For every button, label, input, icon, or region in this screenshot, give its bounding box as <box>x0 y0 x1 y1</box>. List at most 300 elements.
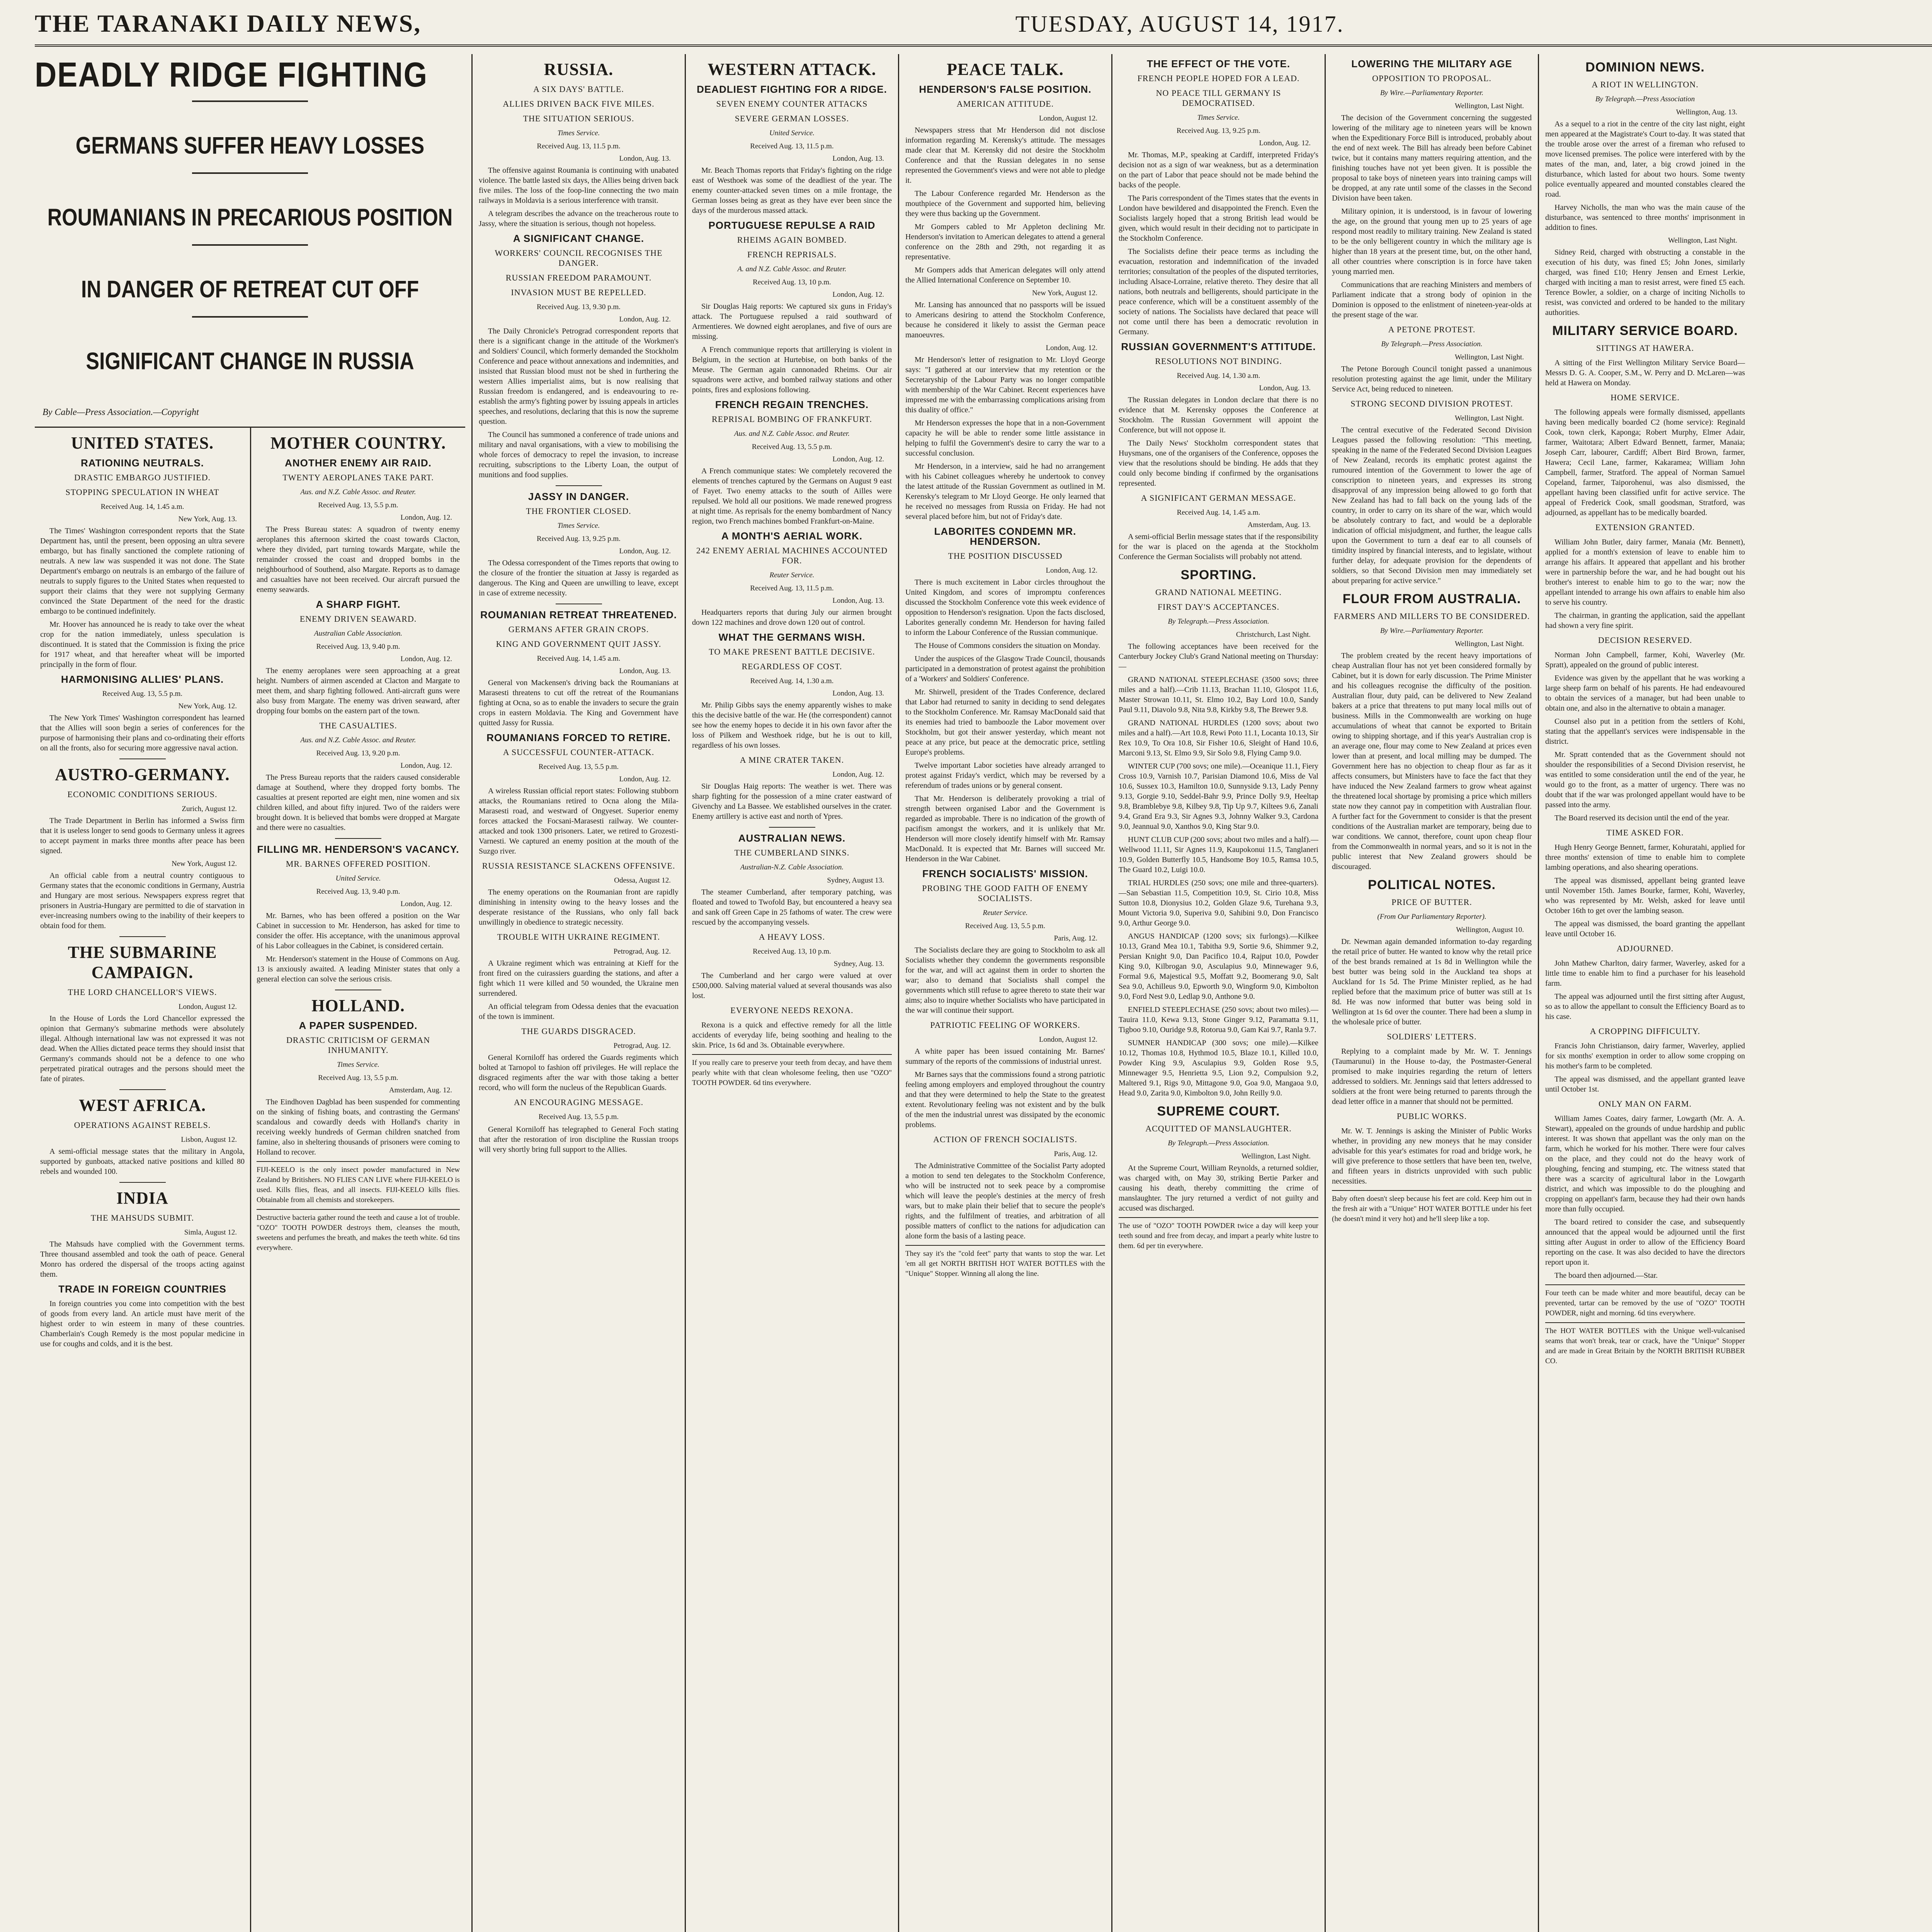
subheading: DRASTIC EMBARGO JUSTIFIED. <box>74 473 211 482</box>
received-line: Received Aug. 13, 9.30 p.m. <box>537 303 621 311</box>
subheading: ENEMY DRIVEN SEAWARD. <box>299 614 417 624</box>
article-paragraph: The chairman, in granting the application, said the appellant had shown a very fine spirit. <box>1545 611 1745 630</box>
article-paragraph: Communications that are reaching Ministers and members of Parliament indicate that a strong body of opinion in the Dominion is opposed to the enlistment of nineteen-year-olds at the present stage of the war. <box>1332 281 1532 319</box>
article-paragraph: The House of Commons considers the situation on Monday. <box>915 641 1100 650</box>
dateline: Christchurch, Last Night. <box>1236 631 1311 639</box>
article-paragraph: The Paris correspondent of the Times states that the events in London have bewildered and disappointed the French. Even the Socialists largely hoped that a strong British lead would be given, which would result in their deciding not to participate in the Stockholm Conference. <box>1119 194 1318 243</box>
article-paragraph: William John Butler, dairy farmer, Manaia (Mr. Bennett), applied for a month's extension of leave to enable him to arrange his affairs. It appeared that appellant and his brother were in partnership before the war, and he had bought out his brother's interest to enable him to go to the war; now the appellant intended to arrange his own affairs to enable him also to serve his country. <box>1545 538 1745 607</box>
article-paragraph: Mr. Beach Thomas reports that Friday's fighting on the ridge east of Westhoek was some of the deadliest of the year. The enemy counter-attacked seven times on a mile frontage, the German losses being as great as they have ever been since the days of the murderous massed attack. <box>692 166 892 215</box>
dateline: London, Aug. 13. <box>619 155 671 163</box>
dominion-column <box>1538 54 1751 1932</box>
ad-text: Baby often doesn't sleep because his feet are cold. Keep him out in the fresh air with a "Unique" HOT WATER BOTTLE under his feet (he doesn't mind it very hot) and he'll sleep like a top. <box>1332 1195 1532 1223</box>
subcolumn-right <box>250 428 465 1932</box>
article-paragraph: HUNT CLUB CUP (200 sovs; about two miles and a half).—Wellwood 11.11, Sir Agnes 11.9, Kaupokonui 11.5, Tanglaneri 10.9, Golden Butterfly 10.5, Handsome Boy 10.5, Ramsa 10.5, The Guard 10.2, Luigi 10.0. <box>1119 835 1318 874</box>
article-paragraph: The decision of the Government concerning the suggested lowering of the military age to nineteen years will be known when the Expeditionary Force Bill is introduced, probably about the end of next week. The Bill has already been before Cabinet twice, but it contains many matters requiring attention, and the finishing touches have not yet been given. It is possible the proposal to take boys of nineteen years into training camps will be dropped, at any rate until some of the classes in the Second Division have been taken. <box>1332 114 1532 202</box>
article-paragraph: ENFIELD STEEPLECHASE (250 sovs; about two miles).—Tauira 11.0, Kewa 9.13, Stone Ginger 9.12, Paramatta 9.11, Tigboo 9.10, Ouridge 9.8, Rotorua 9.0, Gam Kai 9.7, Ranla 9.7. <box>1119 1005 1318 1034</box>
subheading: SEVERE GERMAN LOSSES. <box>735 114 849 123</box>
subheading: A PAPER SUSPENDED. <box>299 1020 418 1031</box>
source-line: By Wire.—Parliamentary Reporter. <box>1380 627 1484 635</box>
advertisement <box>257 1161 460 1205</box>
divider <box>192 100 308 102</box>
section-heading: HOLLAND. <box>311 996 405 1015</box>
subheading: A SIX DAYS' BATTLE. <box>533 84 624 94</box>
article-paragraph: William James Coates, dairy farmer, Lowgarth (Mr. A. A. Stewart), appealed on the grounds of undue hardship and public interest. It was shown that appellant was the only man on the farm, which he worked for his mother. There were four calves on the place, and they could not do the heavy work of ploughing, fencing and stumping, etc. The witness stated that there was a scarcity of agricultural labor in the Lowgarth district, and which was impossible to do the ploughing and cropping on appellant's farm, because they had their own hands more than fully occupied. <box>1545 1114 1745 1213</box>
article-paragraph: Sir Douglas Haig reports: The weather is wet. There was sharp fighting for the possession of a mine crater eastward of Givenchy and La Bassee. We established ourselves in the crater. Enemy artillery is active east and north of Ypres. <box>692 782 892 821</box>
dateline: London, Aug. 12. <box>619 547 671 555</box>
dateline: London, Aug. 12. <box>400 655 452 663</box>
dateline: Wellington, Last Night. <box>1455 353 1524 361</box>
subheading: A SUCCESSFUL COUNTER-ATTACK. <box>503 747 655 757</box>
article-paragraph: The Board reserved its decision until the end of the year. <box>1554 814 1730 822</box>
divider <box>119 1182 166 1183</box>
subheading: TWENTY AEROPLANES TAKE PART. <box>282 473 434 482</box>
subheading: ALLIES DRIVEN BACK FIVE MILES. <box>503 99 655 109</box>
dateline: New York, Aug. 13. <box>178 515 237 523</box>
advertisement <box>1119 1217 1318 1251</box>
dateline: London, Aug. 12. <box>1046 566 1097 575</box>
received-line: Received Aug. 13, 5.5 p.m. <box>318 501 398 509</box>
article-paragraph: The appeal was dismissed, the board granting the appellant leave until October 16. <box>1545 920 1745 938</box>
article-paragraph: The following appeals were formally dismissed, appellants having been medically boarded C2 (home service): Reginald Cook, town clerk, Kaponga; Robert Murphy, Elmer Adair, farmer, Waitotara; Albert Edward Bennett, farmer, Manaia; Joseph Carr, labourer, Cardiff; Albert Bird Brown, farmer, Hawera; Cecil Lane, farmer, Kakaramea; William John Campbell, farmer, Stratford. The appeal of Norman Samuel Copeland, farmer, Taiporohenui, was also dismissed, the appellant having been classified unfit for active service. The appeal of Frederick Cook, small goodsman, Stratford, was adjourned, as appellant has to be medically boarded. <box>1545 408 1745 517</box>
received-line: Received Aug. 13, 9.40 p.m. <box>316 888 400 896</box>
article-paragraph: Mr. Thomas, M.P., speaking at Cardiff, interpreted Friday's decision not as a sign of war weakness, but as a determination on the part of Labor that peace should not be made behind the backs of the people. <box>1119 151 1318 189</box>
lead-subcolumns <box>35 427 465 1932</box>
received-line: Received Aug. 13, 10 p.m. <box>753 278 831 286</box>
advertisement <box>905 1245 1105 1279</box>
article-paragraph: The following acceptances have been received for the Canterbury Jockey Club's Grand National meeting on Thursday:— <box>1119 642 1318 671</box>
subheading: A SIGNIFICANT CHANGE. <box>513 233 645 244</box>
advertisement <box>1545 1322 1745 1366</box>
subheading: AN ENCOURAGING MESSAGE. <box>514 1097 644 1107</box>
ad-text: Destructive bacteria gather round the teeth and cause a lot of trouble. "OZO" TOOTH POWDER destroys them, cleanses the mouth, sweetens and perfumes the breath, and makes the teeth white. 6d tins everywhere. <box>257 1214 460 1252</box>
source-line: Aus. and N.Z. Cable Assoc. and Reuter. <box>300 488 416 496</box>
subheading: THE EFFECT OF THE VOTE. <box>1146 58 1291 70</box>
article-paragraph: The Cumberland and her cargo were valued at over £500,000. Salving material valued at several thousands was also lost. <box>692 971 892 1000</box>
article-paragraph: The Trade Department in Berlin has informed a Swiss firm that it is useless longer to send goods to Germany unless it agrees to accept payment in marks three months after peace has been signed. <box>40 816 245 855</box>
subheading: A HEAVY LOSS. <box>759 932 825 942</box>
subheading: EXTENSION GRANTED. <box>1595 522 1695 532</box>
article-paragraph: The Press Bureau reports that the raiders caused considerable damage at Southend, where they dropped forty bombs. The casualties at present reported are eight men, nine women and six children killed, and about fifty injured. Two of the raiders were brought down. It is believed that bombs were dropped at Margate and there were no casualties. <box>257 773 460 832</box>
subheading: RUSSIA RESISTANCE SLACKENS OFFENSIVE. <box>482 861 675 871</box>
received-line: Received Aug. 13, 5.5 p.m. <box>965 922 1046 930</box>
subheading: KING AND GOVERNMENT QUIT JASSY. <box>496 639 662 649</box>
dateline: Amsterdam, Aug. 13. <box>1247 521 1311 529</box>
article-paragraph: General Korniloff has telegraphed to General Foch stating that after the restoration of iron discipline the Russian troops will very shortly bring full support to the Allies. <box>479 1125 679 1154</box>
article-paragraph: There is much excitement in Labor circles throughout the United Kingdom, and scores of impromptu conferences discussed the Stockholm Conference vote this week evidence of opposition to Henderson's resignation. Upon the facts disclosed, Laborites generally condemn Mr. Henderson for having failed to inform the Labour Conference of the Russian communique. <box>905 578 1105 637</box>
dateline: Wellington, Last Night. <box>1668 236 1737 245</box>
subheading: DRASTIC CRITICISM OF GERMAN INHUMANITY. <box>286 1035 430 1055</box>
article-paragraph: Mr. W. T. Jennings is asking the Minister of Public Works whether, in providing any new moneys that he may consider advisable for this year's estimates for road and bridge work, he will give preference to those settlers that have been ten, twelve, and fifteen years in districts unprovided with such public necessities. <box>1332 1127 1532 1185</box>
subheading: A RIOT IN WELLINGTON. <box>1592 80 1699 89</box>
received-line: Received Aug. 13, 9.40 p.m. <box>316 643 400 651</box>
article-paragraph: Mr Barnes says that the commissions found a strong patriotic feeling among employers and employed throughout the country and that they were determined to help the State to the greatest extent. Revolutionary feeling was not existent and by the bulk of the men the industrial unrest was dissipated by the economic problems. <box>905 1070 1105 1129</box>
article-paragraph: Norman John Campbell, farmer, Kohi, Waverley (Mr. Spratt), appealed on the ground of public interest. <box>1545 651 1745 669</box>
section-heading: AUSTRO-GERMANY. <box>55 765 230 784</box>
source-line: United Service. <box>335 874 381 883</box>
columns <box>35 54 1932 1932</box>
subheading: THE CASUALTIES. <box>319 721 397 730</box>
divider <box>556 485 602 486</box>
source-line: Aus. and N.Z. Cable Assoc. and Reuter. <box>734 430 850 438</box>
subheading: FIRST DAY'S ACCEPTANCES. <box>1157 602 1280 612</box>
article-paragraph: Evidence was given by the appellant that he was working a large sheep farm on behalf of his parents. He had endeavoured to obtain the services of a manager, but had been unable to obtain one, and also in the alternative to obtain a manager. <box>1545 674 1745 713</box>
lead-headline: DEADLY RIDGE FIGHTING <box>35 55 428 94</box>
subheading: JASSY IN DANGER. <box>528 491 629 502</box>
source-line: Australian-N.Z. Cable Association. <box>740 863 844 871</box>
subheading: ANOTHER ENEMY AIR RAID. <box>285 457 432 469</box>
article-paragraph: Mr Gompers cabled to Mr Appleton declining Mr. Henderson's invitation to American delegates to attend a general conference on the 28th and 29th, not regarding it as representative. <box>905 223 1105 261</box>
subheading: HOME SERVICE. <box>1611 393 1680 402</box>
received-line: Received Aug. 13, 9.20 p.m. <box>316 749 400 757</box>
subheading: RUSSIAN GOVERNMENT'S ATTITUDE. <box>1121 341 1316 352</box>
subheading: DECISION RESERVED. <box>1598 635 1692 645</box>
dateline: Paris, Aug. 12. <box>1054 1150 1097 1158</box>
subheading: AMERICAN ATTITUDE. <box>956 99 1054 109</box>
article-paragraph: The central executive of the Federated Second Division Leagues passed the following resolution: "This meeting, speaking in the name of the Federated Second Division Leagues of New Zealand, records its emphatic protest against the rumoured intention of the Government to lower the age of conscription to nineteen years, and expresses its strong disapproval of any impression being allowed to go forth that New Zealand has had to fall back on the young lads of the country, in order to carry on its share of the war, which would be absolutely contrary to fact, and would be a deplorable indication of official misjudgment, and further, the league calls upon the Government to turn a deaf ear to all counsels of timidity inspired by financial interests, and to legislate, without further delay, for adequate provision for the dependents of soldiers, so that Second Division men may immediately set about preparing for active service." <box>1332 426 1532 585</box>
received-line: Received Aug. 13, 9.25 p.m. <box>1177 127 1260 135</box>
subheading: A CROPPING DIFFICULTY. <box>1590 1026 1701 1036</box>
article-paragraph: ANGUS HANDICAP (1200 sovs; six furlongs).—Kilkee 10.13, Grand Mea 10.1, Tabitha 9.9, Sortie 9.6, Shimmer 9.2, Persian Knight 9.0, Dan Pacifico 10.4, Rajput 10.0, Powder King 9.0, Kilbrogan 9.0, Asculapius 9.0, Minnewager 9.6, Formal 9.6, Majestical 9.5, Moffatt 9.2, Boomerang 9.0, Salt Sea 9.0, Achilleus 9.0, Epworth 9.0, Wingform 9.0, Kimbolton 9.0, Ford Nest 9.0, Ledlap 9.0, Anthone 9.0. <box>1119 932 1318 1001</box>
ad-text: They say it's the "cold feet" party that wants to stop the war. Let 'em all get NORTH BRITISH HOT WATER BOTTLES with the "Unique" Stopper. Winning all along the line. <box>905 1250 1105 1278</box>
dateline: London, Aug. 13. <box>1259 384 1311 392</box>
dateline: London, Aug. 12. <box>832 455 884 463</box>
dateline: Petrograd, Aug. 12. <box>613 947 671 956</box>
subheading: A MONTH'S AERIAL WORK. <box>721 530 863 542</box>
article-paragraph: John Mathew Charlton, dairy farmer, Waverley, asked for a little time to enable him to find a purchaser for his leasehold farm. <box>1545 959 1745 988</box>
dateline: Sydney, Aug. 13. <box>833 960 884 968</box>
article-paragraph: That Mr. Henderson is deliberately provoking a trial of strength between organised Labor and the Government is regarded as improbable. There is no indication of the growth of pacifism amongst the workers, and it is unlikely that Mr. Henderson will more closely identify himself with Mr. Ramsay MacDonald. It is expected that Mr. Barnes will succeed Mr. Henderson in the War Cabinet. <box>905 794 1105 863</box>
section-heading: DOMINION NEWS. <box>1585 60 1705 75</box>
article-paragraph: Hugh Henry George Bennett, farmer, Kohuratahi, applied for three months' extension of time to enable him to complete lambing operations, and also shearing operations. <box>1545 843 1745 872</box>
article-paragraph: As a sequel to a riot in the centre of the city last night, eight men appeared at the Magistrate's Court to-day. It was stated that the trouble arose over the arrest of a fireman who refused to move licensed premises. The police were interfered with by the mates of the man, and, later, a big crowd joined in the disturbance, which lasted for about two hours. Some twenty police eventually appeared and mounted constables cleared the road. <box>1545 120 1745 199</box>
article-paragraph: Mr. Lansing has announced that no passports will be issued to Americans desiring to attend the Stockholm Conference, because he considered it likely to assist the German peace manoeuvres. <box>905 301 1105 339</box>
article-paragraph: Rexona is a quick and effective remedy for all the little accidents of everyday life, being soothing and healing to the skin. Price, 1s 6d and 3s. Obtainable everywhere. <box>692 1021 892 1049</box>
article-paragraph: The Press Bureau states: A squadron of twenty enemy aeroplanes this afternoon skirted the coast towards Clacton, where they divided, part turning towards Margate, while the remainder crossed the coast and dropped bombs in the neighbourhood of Southend, also Margate. Reports as to damage and casualties have not been received. Our aircraft pursued the enemy seawards. <box>257 525 460 594</box>
dateline: Wellington, Last Night. <box>1455 414 1524 422</box>
subheading: THE LORD CHANCELLOR'S VIEWS. <box>68 987 217 997</box>
article-paragraph: GRAND NATIONAL HURDLES (1200 sovs; about two miles and a half).—Art 10.8, Rewi Poto 11.1, Locanta 10.13, Sir Rex 10.9, To Ora 10.8, Sir Fisher 10.6, Sleight of Hand 10.6, Marconi 9.13, St. Elmo 9.9, Sir Solo 9.8, Flying Camp 9.0. <box>1119 719 1318 757</box>
source-line: Times Service. <box>337 1061 379 1069</box>
dateline: London, Aug. 12. <box>400 514 452 522</box>
subheading: HARMONISING ALLIES' PLANS. <box>61 673 224 685</box>
received-line: Received Aug. 14, 1.45 a.m. <box>1177 509 1260 517</box>
received-line: Received Aug. 13, 9.25 p.m. <box>537 535 621 543</box>
article-paragraph: A semi-official message states that the military in Angola, supported by gunboats, attacked native positions and killed 80 rebels and wounded 100. <box>40 1147 245 1176</box>
article-paragraph: Headquarters reports that during July our airmen brought down 122 machines and drove down 120 out of control. <box>692 608 892 627</box>
subheading: STOPPING SPECULATION IN WHEAT <box>65 487 219 497</box>
received-line: Received Aug. 13, 5.5 p.m. <box>102 690 183 698</box>
article-paragraph: Mr Gompers adds that American delegates will only attend the Allied International Conference on September 10. <box>905 266 1105 284</box>
subheading: INVASION MUST BE REPELLED. <box>511 287 646 297</box>
divider <box>119 936 166 937</box>
subheading: ROUMANIAN RETREAT THREATENED. <box>480 609 677 621</box>
dateline: Wellington, Last Night. <box>1242 1152 1311 1160</box>
article-paragraph: A Ukraine regiment which was entraining at Kieff for the front fired on the cuirassiers guarding the stations, and after a fight which 11 were killed and 50 wounded, the Ukraine men surrendered. <box>479 959 679 998</box>
section-heading: MILITARY SERVICE BOARD. <box>1552 323 1738 338</box>
subheading: STRONG SECOND DIVISION PROTEST. <box>1350 399 1513 408</box>
dateline: Wellington, August 10. <box>1456 926 1524 934</box>
article-paragraph: A sitting of the First Wellington Military Service Board—Messrs D. G. A. Cooper, S.M., W. Perry and D. McLaren—was held at Hawera on Monday. <box>1545 359 1745 387</box>
subheading: ACTION OF FRENCH SOCIALISTS. <box>933 1134 1077 1144</box>
source-line: Reuter Service. <box>769 571 815 579</box>
subheading: ROUMANIANS FORCED TO RETIRE. <box>486 732 671 743</box>
section-heading: WESTERN ATTACK. <box>707 60 876 79</box>
subheading: THE CUMBERLAND SINKS. <box>734 848 850 857</box>
received-line: Received Aug. 14, 1.30 a.m. <box>1177 372 1260 380</box>
subheading: A MINE CRATER TAKEN. <box>740 755 844 765</box>
article-paragraph: The board then adjourned.—Star. <box>1554 1271 1658 1280</box>
article-paragraph: The board retired to consider the case, and subsequently announced that the appeal would be adjourned until the first sitting after August in order to allow of the Efficiency Board reporting on the case. It was also decided to have the directors report upon it. <box>1545 1218 1745 1267</box>
advertisement <box>1545 1284 1745 1318</box>
masthead-date: TUESDAY, AUGUST 14, 1917. <box>1015 11 1344 37</box>
received-line: Received Aug. 13, 11.5 p.m. <box>750 584 834 592</box>
ad-text: Four teeth can be made whiter and more beautiful, decay can be prevented, tartar can be removed by the use of "OZO" TOOTH POWDER, night and morning. 6d tins everywhere. <box>1545 1289 1745 1317</box>
article-paragraph: The Russian delegates in London declare that there is no evidence that M. Kerensky opposes the Conference at Stockholm. The Russian Government will appoint the Conference, but will not oppose it. <box>1119 396 1318 434</box>
subheading: PUBLIC WORKS. <box>1396 1111 1467 1121</box>
article-paragraph: Mr. Hoover has announced he is ready to take over the wheat crop for the nation immediately, unless speculation is discontinued. It is stated that the Commission is fixing the price for 1917 wheat, and that hereafter wheat will be imported principally in the form of flour. <box>40 620 245 669</box>
subheading: FRENCH PEOPLE HOPED FOR A LEAD. <box>1137 73 1300 83</box>
source-line: Australian Cable Association. <box>314 629 403 638</box>
received-line: Received Aug. 13, 5.5 p.m. <box>538 763 619 771</box>
divider <box>119 1089 166 1090</box>
section-heading: SPORTING. <box>1180 568 1257 582</box>
section-heading: SUPREME COURT. <box>1157 1104 1280 1119</box>
section-heading: UNITED STATES. <box>71 434 214 452</box>
divider <box>192 316 308 318</box>
article-paragraph: An official telegram from Odessa denies that the evacuation of the town is imminent. <box>479 1002 679 1021</box>
dateline: London, August 12. <box>179 1003 237 1011</box>
lead-column <box>35 54 471 1932</box>
article-paragraph: The Labour Conference regarded Mr. Henderson as the mouthpiece of the Government and supported him, believing they were thus backing up the Government. <box>905 189 1105 218</box>
peace-column <box>898 54 1111 1932</box>
ad-text: The HOT WATER BOTTLES with the Unique well-vulcanised seams that won't break, tear or crack, have the "Unique" Stopper and are made in Great Britain by the NORTH BRITISH RUBBER CO. <box>1545 1327 1745 1365</box>
dateline: Simla, August 12. <box>184 1228 237 1236</box>
ad-text: If you really care to preserve your teeth from decay, and have them pearly white with that clean wholesome feeling, then use "OZO" TOOTH POWDER. 6d tins everywhere. <box>692 1059 892 1087</box>
article-paragraph: At the Supreme Court, William Reynolds, a returned soldier, was charged with, on May 30, striking Bertie Parker and causing his death, thereby committing the crime of manslaughter. The jury returned a verdict of not guilty and accused was discharged. <box>1119 1164 1318 1213</box>
article-paragraph: Replying to a complaint made by Mr. W. T. Jennings (Taumarunui) in the House to-day, the Postmaster-General promised to make inquiries regarding the return of letters addressed to soldiers. Mr. Jennings said that letters addressed to soldiers at the front were being returned to parents through the dead letter office in a manner that should not be permitted. <box>1332 1047 1532 1106</box>
article-paragraph: Mr. Spratt contended that as the Government should not shoulder the responsibilities of a Second Division reservist, he was entitled to some consideration until the end of the year, he would go to the front, as a matter of urgency. There was no doubt that if the war was prolonged appellant would have to be passed into the army. <box>1545 750 1745 809</box>
subheading: PORTUGUESE REPULSE A RAID <box>708 219 876 231</box>
source-line: Times Service. <box>557 522 600 530</box>
subheading: EVERYONE NEEDS REXONA. <box>730 1005 854 1015</box>
subheading: THE FRONTIER CLOSED. <box>526 506 631 516</box>
article-paragraph: The Times' Washington correspondent reports that the State Department has, until the present, been opposing an ultra severe embargo, but has finally sanctioned the complete rationing of neutrals. A new law was suspended it was not done. The State Department's embargo on neutrals is an embargo of the failure of neutrals to supply figures to the United States when requested to support their claims that they were not supplying Germany convinced the State Department of the need for the drastic embargo to be continued indefinitely. <box>40 527 245 616</box>
divider <box>192 244 308 246</box>
advertisement <box>1332 1190 1532 1224</box>
lead-story <box>35 54 465 421</box>
article-paragraph: Mr Henderson, in a interview, said he had no arrangement with his Cabinet colleagues whereby he undertook to convey the latest attitude of the Russian Government as outlined in M. Kerensky's telegram to Mr Lloyd George. He only learned that he received no messages from Russia on Friday. He had not several placed before him, but not of Friday's date. <box>905 462 1105 521</box>
dateline: Petrograd, Aug. 12. <box>613 1042 671 1050</box>
byline: By Cable—Press Association.—Copyright <box>43 407 199 417</box>
dateline: New York, Aug. 12. <box>178 702 237 710</box>
article-paragraph: Mr. Shirwell, president of the Trades Conference, declared that Labor had returned to sanity in deciding to send delegates to the Stockholm Conference. Mr. Ramsay MacDonald said that its enemies had tried to bamboozle the Labor movement over Stockholm, but got their answer yesterday, which meant not peace at any price, but peace at the democratic price, settling Europe's problems. <box>905 688 1105 757</box>
subheading: LOWERING THE MILITARY AGE <box>1351 58 1512 70</box>
subheading: SITTINGS AT HAWERA. <box>1596 343 1694 353</box>
vote-column <box>1111 54 1325 1932</box>
article-paragraph: A French communique reports that artillerying is violent in Belgium, in the section at Hurtebise, on both banks of the Meuse. The German again cannonaded Rheims. Our air squadrons were active, and bombed railway stations and other points, fires and explosions following. <box>692 345 892 394</box>
article-paragraph: Under the auspices of the Glasgow Trade Council, thousands participated in a demonstration of protest against the prohibition of a 'Workers' and Soldiers' Conference. <box>905 655 1105 683</box>
lead-deck: SIGNIFICANT CHANGE IN RUSSIA <box>86 348 414 375</box>
received-line: Received Aug. 13, 11.5 p.m. <box>537 142 621 150</box>
subheading: FRENCH REPRISALS. <box>747 250 837 259</box>
divider <box>335 838 381 839</box>
masthead <box>35 8 1932 47</box>
dateline: Paris, Aug. 12. <box>1054 934 1097 942</box>
source-line: By Telegraph.—Press Association. <box>1168 617 1269 626</box>
source-line: Aus. and N.Z. Cable Assoc. and Reuter. <box>300 736 416 744</box>
article-paragraph: Newspapers stress that Mr Henderson did not disclose information regarding M. Kerensky's attitude. The messages made clear that M. Kerensky did not desire the Stockholm Conference and that the Russian delegates in no sense represented the Government's views and were not able to pledge it. <box>905 126 1105 185</box>
subcolumn-left <box>35 428 250 1932</box>
dateline: London, Aug. 12. <box>1046 344 1097 352</box>
dateline: London, August 12. <box>1039 1036 1097 1044</box>
source-line: United Service. <box>769 129 815 137</box>
article-paragraph: The Odessa correspondent of the Times reports that owing to the closure of the frontier the situation at Jassy is regarded as dangerous. The King and Queen are unwilling to leave, except in case of extreme necessity. <box>479 559 679 597</box>
article-paragraph: Harvey Nicholls, the man who was the main cause of the disturbance, was sentenced to three months' imprisonment in addition to fines. <box>1545 203 1745 232</box>
source-line: By Telegraph.—Press Association. <box>1381 340 1483 348</box>
military-age-column <box>1325 54 1538 1932</box>
article-paragraph: Sidney Reid, charged with obstructing a constable in the execution of his duty, was fined £5; John Jones, similarly charged, was fined £10; Henry Jensen and Ernest Lerkie, charged with inciting a man to resist arrest, were fined £5 each. Terence Bowler, a soldier, on a charge of inciting Nicholls to resist, was convicted and ordered to be handed to the military authorities. <box>1545 248 1745 317</box>
subheading: HENDERSON'S FALSE POSITION. <box>919 83 1092 95</box>
advertisement <box>692 1054 892 1088</box>
lead-deck: GERMANS SUFFER HEAVY LOSSES <box>75 132 425 159</box>
article-paragraph: The steamer Cumberland, after temporary patching, was floated and towed to Twofold Bay, but encountered a heavy sea and sank off Green Cape in 25 fathoms of water. The crew were rescued by the accompanying vessels. <box>692 888 892 927</box>
subheading: LABORITES CONDEMN MR. HENDERSON. <box>934 526 1077 547</box>
dateline: London, Aug. 13. <box>832 155 884 163</box>
article-paragraph: The Mahsuds have complied with the Government terms. Three thousand assembled and took the oath of peace. General Monro has ordered the dispersal of the troops acting against them. <box>40 1240 245 1279</box>
dateline: London, Aug. 12. <box>400 762 452 770</box>
subheading: SEVEN ENEMY COUNTER ATTACKS <box>716 99 868 109</box>
article-paragraph: The enemy aeroplanes were seen approaching at a great height. Numbers of airmen ascended at Clacton and Margate to meet them, and sharp fighting followed. Anti-aircraft guns were also busy from Margate. The enemy was driven seaward, after dropping four bombs on the eastern part of the town. <box>257 667 460 715</box>
subheading: RUSSIAN FREEDOM PARAMOUNT. <box>505 273 652 282</box>
article-paragraph: A wireless Russian official report states: Following stubborn attacks, the Roumanians retired to Ocna along the Mila-Marasesti road, and westward of Ongyeset. Superior enemy forces attacked the Focsani-Marasesti railway. We counter-attacked and took 1300 prisoners. Later, we retired to Grozesti-Varnesti. We captured an enemy position at the mouth of the Suzgo river. <box>479 787 679 855</box>
dateline: Odessa, August 12. <box>614 876 671 884</box>
dateline: London, Aug. 12. <box>832 770 884 779</box>
subheading: REGARDLESS OF COST. <box>742 662 842 671</box>
section-heading: FLOUR FROM AUSTRALIA. <box>1342 592 1521 606</box>
received-line: Received Aug. 13, 11.5 p.m. <box>750 142 834 150</box>
advertisement <box>257 1209 460 1253</box>
subheading: REPRISAL BOMBING OF FRANKFURT. <box>712 414 872 424</box>
article-paragraph: The appeal was dismissed, appellant being granted leave until November 15th. James Bourke, farmer, Kohi, Waverley, who was represented by Mr. Welsh, asked for leave until October 16th to get over the lambing season. <box>1545 876 1745 915</box>
subheading: FARMERS AND MILLERS TO BE CONSIDERED. <box>1333 611 1530 621</box>
article-paragraph: Mr. Philip Gibbs says the enemy apparently wishes to make this the decisive battle of the war. He (the correspondent) cannot see how the enemy hopes to decide it in his own favor after the loss of Pilkem and Westhoek ridge, but he is out to kill, regardless of his own losses. <box>692 701 892 750</box>
section-heading: WEST AFRICA. <box>78 1096 206 1115</box>
article-paragraph: A French communique states: We completely recovered the elements of trenches captured by the Germans on August 9 east of Fayet. Two enemy attacks to the south of Ailles were repulsed. We hold all our positions. We made renewed progress at night time. As reprisals for the enemy bombardment of Nancy region, two French machines bombed Frankfurt-on-Maine. <box>692 467 892 526</box>
dateline: Wellington, Last Night. <box>1455 102 1524 110</box>
article-paragraph: Mr. Barnes, who has been offered a position on the War Cabinet in succession to Mr. Henderson, has asked for time to consider the offer. His acceptance, with the unanimous approval of his Labor colleagues in the Cabinet, is considered certain. <box>257 912 460 950</box>
article-paragraph: Twelve important Labor societies have already arranged to protest against Friday's verdict, which may be reversed by a referendum of trades unions or by general consent. <box>905 761 1105 790</box>
article-paragraph: GRAND NATIONAL STEEPLECHASE (3500 sovs; three miles and a half).—Crib 11.13, Brachan 11.10, Glospot 11.6, Master Strowan 10.11, St. Elmo 10.2, Bay Lord 10.0, Sandy Paul 9.11, Diavolo 9.8, Nita 9.8, Kirkby 9.8, The Brewer 9.8. <box>1119 675 1318 714</box>
dateline: London, Aug. 13. <box>619 667 671 675</box>
article-paragraph: Mr Henderson's letter of resignation to Mr. Lloyd George says: "I gathered at our interview that my retention or the Secretaryship of the Labour Party was no longer compatible with membership of the War Cabinet. Recent experiences have impressed me with the embarrassing complications arising from this duality of office." <box>905 355 1105 414</box>
lead-deck: IN DANGER OF RETREAT CUT OFF <box>81 276 419 303</box>
article-paragraph: A semi-official Berlin message states that if the responsibility for the war is placed on the agenda at the Stockholm Conference the German Socialists will probably not attend. <box>1119 532 1318 561</box>
source-line: (From Our Parliamentary Reporter). <box>1377 913 1486 921</box>
lead-deck: ROUMANIANS IN PRECARIOUS POSITION <box>47 204 453 231</box>
subheading: THE MAHSUDS SUBMIT. <box>90 1213 194 1223</box>
received-line: Received Aug. 14, 1.45 a.m. <box>537 655 621 663</box>
ad-text: The use of "OZO" TOOTH POWDER twice a day will keep your teeth sound and free from decay, and impart a pearly white lustre to them. 6d per tin everywhere. <box>1119 1222 1318 1250</box>
article-paragraph: A white paper has been issued containing Mr. Barnes' summary of the reports of the commissions of industrial unrest. <box>905 1047 1105 1066</box>
article-paragraph: The New York Times' Washington correspondent has learned that the Allies will soon begin a series of conferences for the purpose of harmonising their plans and co-ordinating their efforts on all the fronts, also for securing more aggressive naval action. <box>40 714 245 752</box>
dateline: London, Aug. 12. <box>832 291 884 299</box>
subheading: WORKERS' COUNCIL RECOGNISES THE DANGER. <box>495 248 663 268</box>
article-paragraph: The Petone Borough Council tonight passed a unanimous resolution protesting against the age limit, under the Military Service Act, being reduced to nineteen. <box>1332 365 1532 393</box>
article-paragraph: Mr Henderson expresses the hope that in a non-Government capacity he will be able to render some little assistance in helping to fulfil the Government's desire to carry the war to a successful conclusion. <box>905 419 1105 457</box>
article-paragraph: The Administrative Committee of the Socialist Party adopted a motion to send ten delegates to the Stockholm Conference, who will be instructed not to seek peace by a compromise which will leave the people's destinies at the mercy of fresh wars, but to make plain their belief that to secure the people's rights, and the fulfilment of treaties, and arbitration of all possible matters of conflict to the nations for adjudication can alone form the basis of a lasting peace. <box>905 1162 1105 1240</box>
received-line: Received Aug. 14, 1.30 a.m. <box>750 677 834 685</box>
dateline: Wellington, Last Night. <box>1455 640 1524 648</box>
subheading: GERMANS AFTER GRAIN CROPS. <box>508 624 649 634</box>
article-paragraph: In foreign countries you come into competition with the best of goods from every land. An article must have merit of the highest order to win esteem in many of these countries. Chamberlain's Cough Remedy is the most popular medicine in use for coughs and colds, and it is the best. <box>40 1299 245 1348</box>
article-paragraph: The problem created by the recent heavy importations of cheap Australian flour has not yet been considered formally by Cabinet, but it is down for early discussion. The Prime Minister and his colleagues recognise the difficulty of the position. Australian flour, duty paid, can be delivered to New Zealand bakers at a price that threatens to put many local mills out of business. Mills in the Commonwealth are working on huge accumulations of wheat that cannot be exported to Britain owing to shipping shortage, and if this year's Australian crop is an average one, flour may come to New Zealand at prices even lower than at present, and local milling may be dumped. The Government here has no objection to cheap flour as far as it affects consumers, but Ministers have to face the fact that they have induced the New Zealand farmers to grow wheat against the threatened local shortage by promising a price which millers state now they cannot pay in competition with Australian flour. A further fact for the Government to consider is that the present conditions of the Australian market are temporary, being due to war conditions. We cannot, therefore, count upon cheap flour from the Commonwealth in normal years, and so it is not in the public interest that New Zealand growers should be discouraged. <box>1332 651 1532 871</box>
subheading: RESOLUTIONS NOT BINDING. <box>1155 356 1282 366</box>
subheading: WHAT THE GERMANS WISH. <box>718 631 866 643</box>
subheading: PATRIOTIC FEELING OF WORKERS. <box>930 1020 1080 1030</box>
dateline: Lisbon, August 12. <box>181 1136 237 1144</box>
subheading: THE POSITION DISCUSSED <box>948 551 1063 561</box>
article-paragraph: The appeal was dismissed, and the appellant granted leave until October 1st. <box>1545 1075 1745 1094</box>
subheading: FRENCH SOCIALISTS' MISSION. <box>922 868 1088 879</box>
dateline: London, Aug. 12. <box>619 775 671 783</box>
dateline: London, August 12. <box>1039 114 1097 122</box>
section-heading: RUSSIA. <box>544 60 614 79</box>
article-paragraph: The Council has summoned a conference of trade unions and military and naval organisations, with a view to mobilising the whole forces of democracy to repel the invasion, to increase recruiting, subscriptions to the Liberty Loan, the output of munitions and food supplies. <box>479 430 679 479</box>
subheading: 242 ENEMY AERIAL MACHINES ACCOUNTED FOR. <box>696 546 888 565</box>
article-paragraph: Dr. Newman again demanded information to-day regarding the retail price of butter. He wanted to know why the retail price of the best brands remained at 1s 8d in Wellington while the best butter was being sold in the Auckland tea shops at Auckland for 1s 5d. The Prime Minister replied, as he had replied before that the maximum price of butter was still at 1s 8d. He was now informed that butter was being sold in Wellington at 1s 6d over the counter. There had been a slump in the wholesale price of butter. <box>1332 937 1532 1026</box>
source-line: By Wire.—Parliamentary Reporter. <box>1380 89 1484 97</box>
dateline: London, Aug. 12. <box>619 315 671 323</box>
article-paragraph: An official cable from a neutral country contiguous to Germany states that the economic conditions in Germany, Austria and Hungary are most serious. Newspapers express regret that prisoners in Austria-Hungary are permitted to die of starvation in ever-increasing numbers owing to the inability of their keepers to obtain food for them. <box>40 871 245 930</box>
section-heading: PEACE TALK. <box>947 60 1064 79</box>
article-paragraph: General von Mackensen's driving back the Roumanians at Marasesti threatens to cut off the retreat of the Roumanians fighting at Ocna, so as to enable the invaders to secure the grain crops in eastern Moldavia. The King and Government have quitted Jassy for Russia. <box>479 679 679 727</box>
dateline: Amsterdam, Aug. 12. <box>389 1086 452 1094</box>
article-paragraph: The Eindhoven Dagblad has been suspended for commenting on the sinking of fishing boats, and contrasting the Germans' scandalous and cowardly deeds with Holland's charity in receiving weekly hundreds of German children snatched from famine, also in sheltering thousands of prisoners were coming to Holland to recover. <box>257 1098 460 1156</box>
received-line: Received Aug. 13, 5.5 p.m. <box>752 443 832 451</box>
article-paragraph: In the House of Lords the Lord Chancellor expressed the opinion that Germany's submarine methods were absolutely illegal. Although international law was not expressed it was not dead. When the Allies dictated peace terms they should insist that Germany's commands should not be a defence to one who perpetrated piratical outrages and the persons should meet the fate of pirates. <box>40 1014 245 1083</box>
subheading: OPERATIONS AGAINST REBELS. <box>74 1120 211 1130</box>
article-paragraph: The Daily Chronicle's Petrograd correspondent reports that there is a significant change in the attitude of the Workmen's and Soldiers' Council, which formerly demanded the Stockholm Conference and peace without annexations and indemnities, and insisted that Russian blood must not be shed in furthering the western Allies imperialist aims, but is now realising that Russian freedom is endangered, and is endeavouring to re-establish the army's fighting power by issuing appeals in articles speeches, and resolutions, declaring that this is now the supreme question. <box>479 327 679 426</box>
source-line: By Telegraph.—Press Association. <box>1168 1139 1269 1147</box>
source-line: A. and N.Z. Cable Assoc. and Reuter. <box>737 265 847 273</box>
subheading: THE GUARDS DISGRACED. <box>521 1026 636 1036</box>
subheading: A SIGNIFICANT GERMAN MESSAGE. <box>1141 493 1296 503</box>
article-paragraph: The Daily News' Stockholm correspondent states that Huysmans, one of the organisers of the Conference, opposes the view that the resolutions should be binding. He adds that they could only become binding if confirmed by the organisations represented. <box>1119 439 1318 488</box>
article-paragraph: Counsel also put in a petition from the settlers of Kohi, stating that the appellant's services were indispensable in the district. <box>1545 717 1745 746</box>
subheading: ONLY MAN ON FARM. <box>1599 1099 1692 1109</box>
subheading: PROBING THE GOOD FAITH OF ENEMY SOCIALISTS. <box>922 883 1088 903</box>
section-heading: MOTHER COUNTRY. <box>270 434 446 452</box>
ad-text: FIJI-KEELO is the only insect powder manufactured in New Zealand by Britishers. NO FLIES CAN LIVE where FIJI-KEELO is used. Kills flies, fleas, and all insects. FIJI-KEELO kills flies. Obtainable from all chemists and storekeepers. <box>257 1166 460 1204</box>
subheading: TIME ASKED FOR. <box>1606 828 1684 837</box>
dateline: London, Aug. 12. <box>1259 139 1311 147</box>
western-column <box>685 54 898 1932</box>
article-paragraph: General Korniloff has ordered the Guards regiments which bolted at Tarnopol to fashion off privileges. He will replace the disgraced regiments after the war with those taking a better record, who will form the nucleus of the Republican Guards. <box>479 1053 679 1092</box>
article-paragraph: The Socialists define their peace terms as including the evacuation, restoration and indemnification of the invaded territories; consultation of the peoples of the disputed territories, including Alsace-Lorraine, relative thereto. They desire that all nations, both neutrals and belligerents, should participate in the peace conference, which will be a constituent assembly of the society of nations. The Socialists have declared that peace will not come until there has been a democratic revolution in Germany. <box>1119 247 1318 336</box>
dateline: Sydney, August 13. <box>827 876 884 884</box>
article-paragraph: Military opinion, it is understood, is in favour of lowering the age, on the ground that young men up to 25 years of age respond most readily to military training. New Zealand is stated to be the only belligerent country in which the military age is higher than 18 years at the present time, but, on the other hand, all other countries where conscription is in force have taken young married men. <box>1332 207 1532 276</box>
received-line: Received Aug. 13, 10 p.m. <box>753 947 831 956</box>
subheading: FRENCH REGAIN TRENCHES. <box>715 399 869 410</box>
subheading: RHEIMS AGAIN BOMBED. <box>737 235 847 245</box>
section-heading: INDIA <box>116 1189 168 1208</box>
source-line: By Telegraph.—Press Association <box>1595 95 1695 103</box>
article-paragraph: WINTER CUP (700 sovs; one mile).—Oceanique 11.1, Fiery Cross 10.9, Varnish 10.7, Parisian Diamond 10.6, Miss de Val 10.6, Sussex 10.3, Hamilton 10.0, Sunnyside 9.13, Lady Penny 9.13, Gorgie 9.10, Seddel-Bahr 9.9, Prince Dolly 9.9, Heeltap 9.8, Bramblebye 9.8, Kilbey 9.8, Tip Up 9.7, Kiltees 9.6, Zanali 9.4, Grand Era 9.3, Sir Agnes 9.3, Johnny Walker 9.3, Cardona 9.0, Jeannual 9.0, Xanthos 9.0, King Star 9.0. <box>1119 762 1318 831</box>
subheading: DEADLIEST FIGHTING FOR A RIDGE. <box>697 83 887 95</box>
divider <box>192 172 308 174</box>
dateline: New York, August 12. <box>1032 289 1097 297</box>
article-paragraph: The offensive against Roumania is continuing with unabated violence. The battle lasted six days, the Allies being driven back five miles. The loss of the foop-line connecting the two main railways in Moldavia is a serious interference with transit. <box>479 166 679 205</box>
